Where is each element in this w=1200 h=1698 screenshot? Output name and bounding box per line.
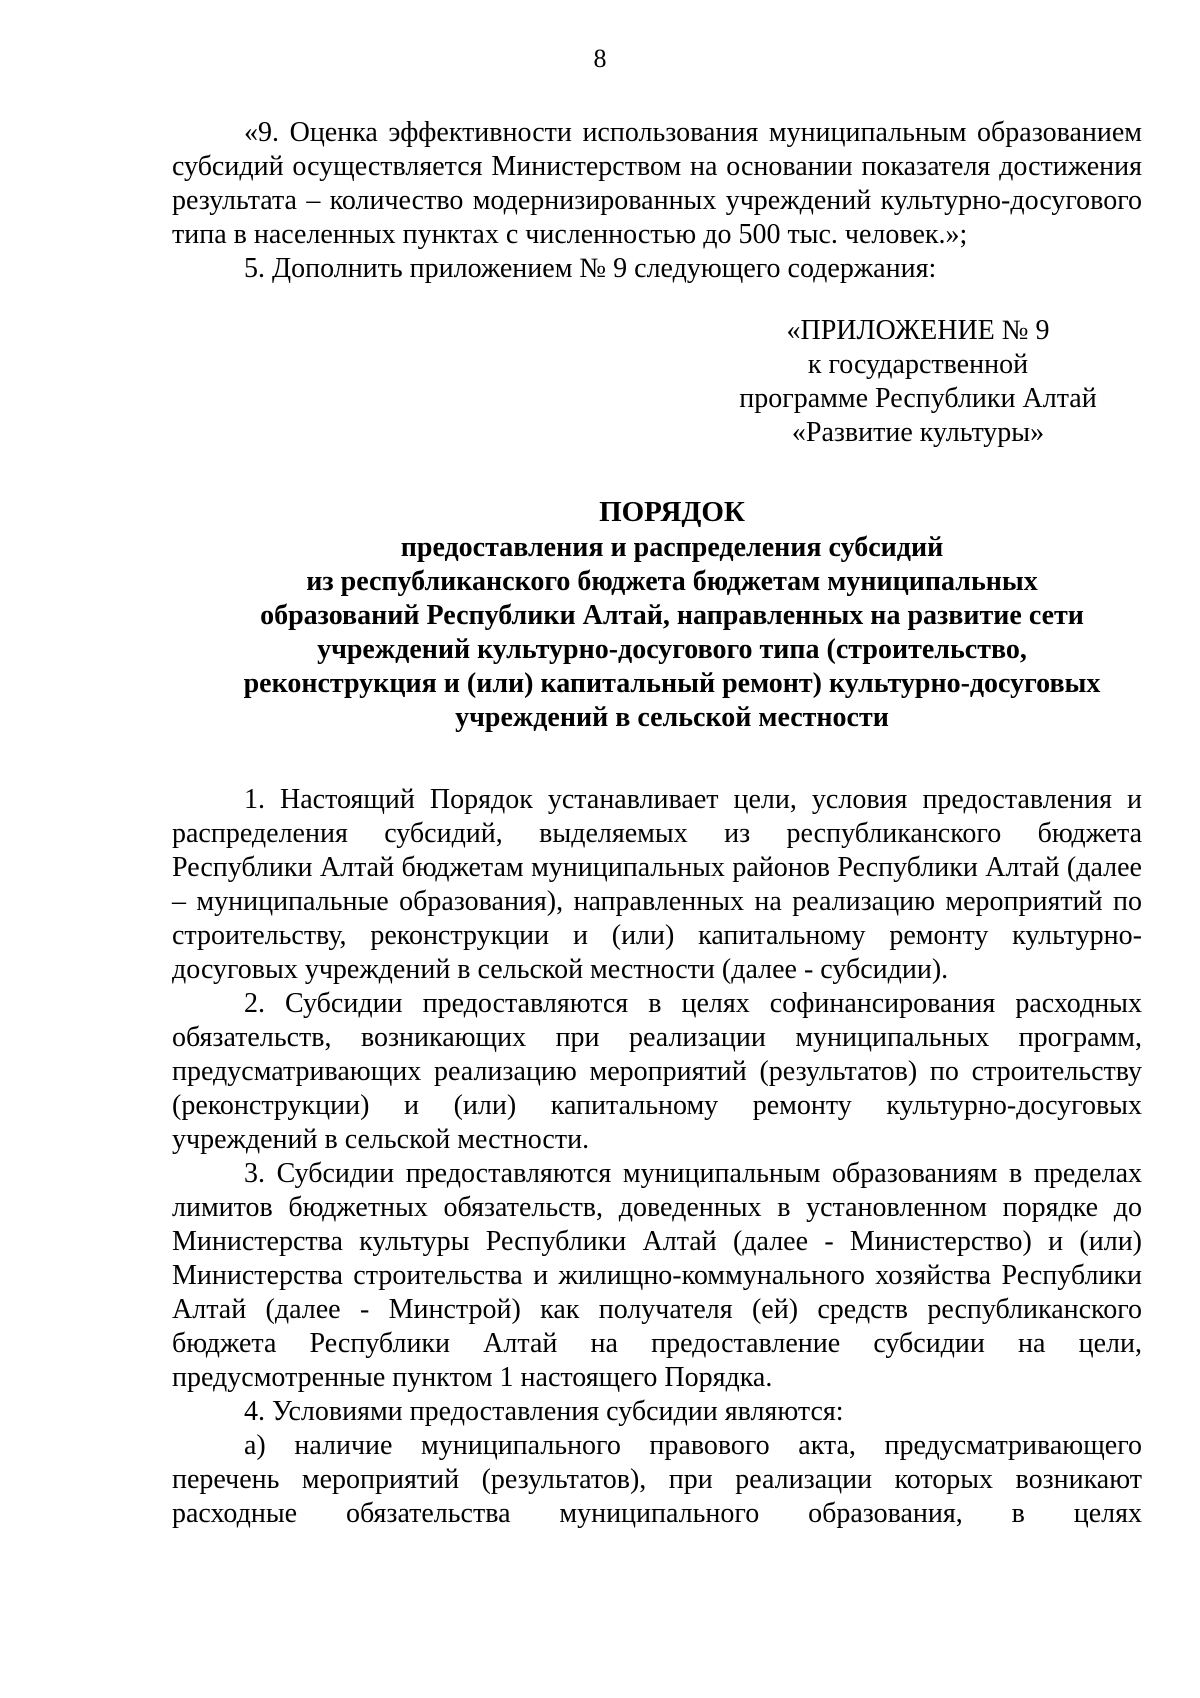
appendix-line-1: «ПРИЛОЖЕНИЕ № 9 xyxy=(786,315,1050,346)
paragraph-9: «9. Оценка эффективности использования муниципальным образованием субсидий осуществляется Министерством на основании показателя достижения результата – количество модернизированных учреждений культурно-досугового типа в населенных пунктах с численностью до 500 тыс. человек.»; xyxy=(172,117,1142,250)
title-line: из республиканского бюджета бюджетам муниципальных xyxy=(306,566,1038,597)
document-title xyxy=(172,495,1172,735)
body-section xyxy=(172,783,1142,1531)
intro-section xyxy=(172,116,1142,286)
appendix-line-2: к государственной xyxy=(807,349,1029,380)
paragraph-3: 3. Субсидии предоставляются муниципальным образованиям в пределах лимитов бюджетных обязательств, доведенных в установленном порядке до Министерства культуры Республики Алтай (далее - Министерство) и (или) Министерства строительства и жилищно-коммунального хозяйства Республики Алтай (далее - Минстрой) как получателя (ей) средств республиканского бюджета Республики Алтай на предоставление субсидии на цели, предусмотренные пунктом 1 настоящего Порядка. xyxy=(172,1158,1142,1393)
paragraph-2: 2. Субсидии предоставляются в целях софинансирования расходных обязательств, возникающих при реализации муниципальных программ, предусматривающих реализацию мероприятий (результатов) по строительству (реконструкции) и (или) капитальному ремонту культурно-досуговых учреждений в сельской местности. xyxy=(172,988,1142,1155)
paragraph-1: 1. Настоящий Порядок устанавливает цели, условия предоставления и распределения субсидий, выделяемых из республиканского бюджета Республики Алтай бюджетам муниципальных районов Республики Алтай (далее – муниципальные образования), направленных на реализацию мероприятий по строительству, реконструкции и (или) капитальному ремонту культурно-досуговых учреждений в сельской местности (далее - субсидии). xyxy=(172,784,1142,985)
page-number: 8 xyxy=(593,44,607,73)
appendix-heading xyxy=(690,314,1146,450)
paragraph-4a: а) наличие муниципального правового акта, предусматривающего перечень мероприятий (результатов), при реализации которых возникают расходные обязательства муниципального образования, в целях xyxy=(172,1430,1142,1529)
paragraph-5: 5. Дополнить приложением № 9 следующего содержания: xyxy=(244,253,937,284)
title-line: предоставления и распределения субсидий xyxy=(400,532,944,563)
paragraph-4: 4. Условиями предоставления субсидии являются: xyxy=(244,1396,844,1427)
title-line: реконструкция и (или) капитальный ремонт) культурно-досуговых xyxy=(243,668,1101,699)
title-line: учреждений в сельской местности xyxy=(455,702,889,733)
appendix-line-4: «Развитие культуры» xyxy=(791,417,1045,448)
title-line: учреждений культурно-досугового типа (строительство, xyxy=(317,634,1027,665)
title-main: ПОРЯДОК xyxy=(599,496,745,528)
appendix-line-3: программе Республики Алтай xyxy=(739,383,1097,414)
title-line: образований Республики Алтай, направленных на развитие сети xyxy=(260,600,1084,631)
